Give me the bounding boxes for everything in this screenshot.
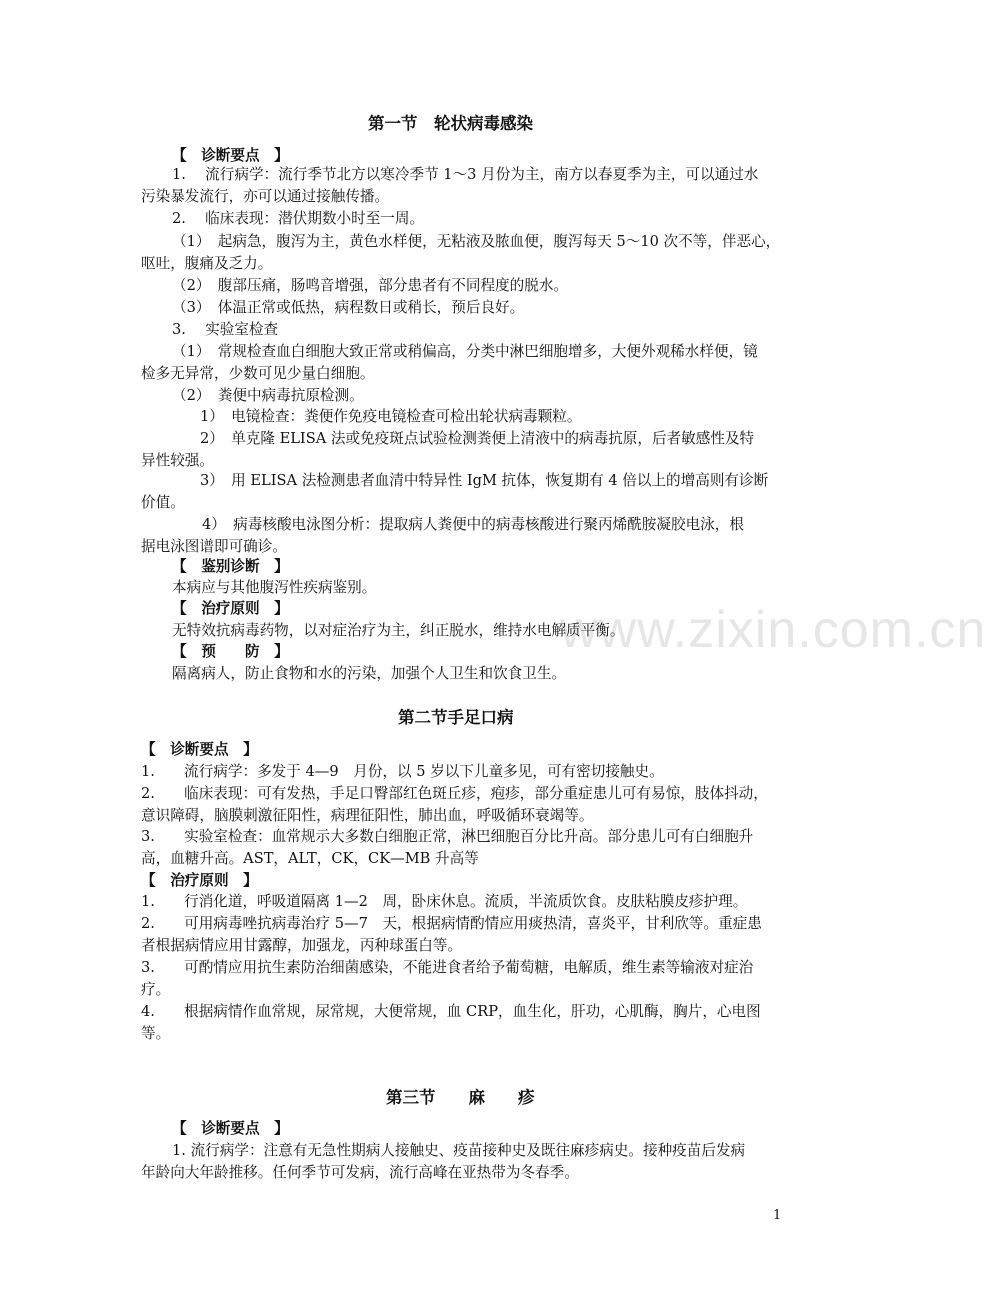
s2-paragraph: 4. 根据病情作血常规，尿常规，大便常规，血 CRP，血生化，肝功，心肌酶，胸片，心电图: [141, 1003, 761, 1020]
s1-paragraph: 据电泳图谱即可确诊。: [141, 538, 287, 555]
s1-paragraph: 检多无异常，少数可见少量白细胞。: [141, 365, 375, 382]
s2-paragraph: 疗。: [141, 981, 171, 998]
s1-paragraph: 价值。: [141, 494, 185, 511]
s1-paragraph: （3） 体温正常或低热，病程数日或稍长，预后良好。: [172, 299, 525, 316]
s1-paragraph: 2） 单克隆 ELISA 法或免疫斑点试验检测粪便上清液中的病毒抗原，后者敏感性及特: [200, 430, 755, 447]
s2-paragraph: 2. 可用病毒唑抗病毒治疗 5—7 天，根据病情酌情应用痰热清，喜炎平，甘利欣等。重症患: [141, 915, 762, 932]
s2-paragraph: 3. 实验室检查：血常规示大多数白细胞正常，淋巴细胞百分比升高。部分患儿可有白细胞升: [141, 828, 754, 845]
s1-paragraph: 呕吐，腹痛及乏力。: [141, 255, 273, 272]
s1-paragraph: （1） 起病急，腹泻为主，黄色水样便，无粘液及脓血便，腹泻每天 5～10 次不等，伴恶心，: [172, 233, 781, 250]
s2-paragraph: 2. 临床表现：可有发热，手足口臀部红色斑丘疹，疱疹，部分重症患儿可有易惊，肢体抖动，: [141, 785, 768, 802]
s2-paragraph: 意识障碍，脑膜刺激征阳性，病理征阳性，肺出血，呼吸循环衰竭等。: [141, 807, 594, 824]
s1-paragraph: 无特效抗病毒药物，以对症治疗为主，纠正脱水，维持水电解质平衡。: [172, 622, 625, 639]
section-3-title: 第三节 麻 疹: [386, 1088, 535, 1107]
s2-paragraph: 高，血糖升高。AST，ALT，CK，CK—MB 升高等: [141, 850, 479, 867]
s2-paragraph: 1. 流行病学：多发于 4—9 月份，以 5 岁以下儿童多见，可有密切接触史。: [141, 763, 664, 780]
s2-diagnosis-heading: 【 诊断要点 】: [141, 741, 258, 758]
s1-prevention-heading: 【 预 防 】: [172, 643, 289, 660]
s1-paragraph: 3） 用 ELISA 法检测患者血清中特异性 IgM 抗体，恢复期有 4 倍以上的增高则有诊断: [200, 472, 769, 489]
s1-paragraph: （2） 粪便中病毒抗原检测。: [172, 387, 364, 404]
s3-diagnosis-heading: 【 诊断要点 】: [172, 1120, 289, 1137]
s1-paragraph: 1. 流行病学：流行季节北方以寒冷季节 1～3 月份为主，南方以春夏季为主，可以通过水: [172, 166, 759, 183]
s1-diagnosis-heading: 【 诊断要点 】: [172, 147, 289, 164]
s2-paragraph: 者根据病情应用甘露醇，加强龙，丙种球蛋白等。: [141, 937, 463, 954]
s1-paragraph: 1） 电镜检查：粪便作免疫电镜检查可检出轮状病毒颗粒。: [200, 408, 582, 425]
watermark: www.zixin.com.cn: [560, 601, 986, 659]
s3-paragraph: 1. 流行病学：注意有无急性期病人接触史、疫苗接种史及既往麻疹病史。接种疫苗后发病: [172, 1142, 746, 1159]
s2-paragraph: 3. 可酌情应用抗生素防治细菌感染，不能进食者给予葡萄糖，电解质，维生素等输液对症治: [141, 959, 754, 976]
s1-paragraph: 隔离病人，防止食物和水的污染，加强个人卫生和饮食卫生。: [172, 665, 567, 682]
s1-treatment-heading: 【 治疗原则 】: [172, 600, 289, 617]
page-number: 1: [773, 1208, 782, 1223]
s1-paragraph: 2. 临床表现：潜伏期数小时至一周。: [172, 210, 425, 227]
s1-paragraph: （1） 常规检查血白细胞大致正常或稍偏高，分类中淋巴细胞增多，大便外观稀水样便，镜: [172, 343, 758, 360]
section-1-title: 第一节 轮状病毒感染: [368, 114, 533, 133]
s2-paragraph: 等。: [141, 1025, 171, 1042]
s1-differential-heading: 【 鉴别诊断 】: [172, 558, 289, 575]
s1-paragraph: 本病应与其他腹泻性疾病鉴别。: [172, 579, 377, 596]
s2-paragraph: 1. 行消化道，呼吸道隔离 1—2 周，卧床休息。流质，半流质饮食。皮肤粘膜皮疹护理。: [141, 893, 748, 910]
s1-paragraph: 异性较强。: [141, 452, 214, 469]
s1-paragraph: 4） 病毒核酸电泳图分析：提取病人粪便中的病毒核酸进行聚丙烯酰胺凝胶电泳，根: [202, 516, 744, 533]
s1-paragraph: 3. 实验室检查: [172, 321, 279, 338]
s1-paragraph: 污染暴发流行，亦可以通过接触传播。: [141, 188, 390, 205]
section-2-title: 第二节手足口病: [398, 708, 514, 727]
s1-paragraph: （2） 腹部压痛，肠鸣音增强，部分患者有不同程度的脱水。: [172, 277, 569, 294]
s3-paragraph: 年龄向大年龄推移。任何季节可发病，流行高峰在亚热带为冬春季。: [141, 1164, 579, 1181]
s2-treatment-heading: 【 治疗原则 】: [141, 872, 258, 889]
